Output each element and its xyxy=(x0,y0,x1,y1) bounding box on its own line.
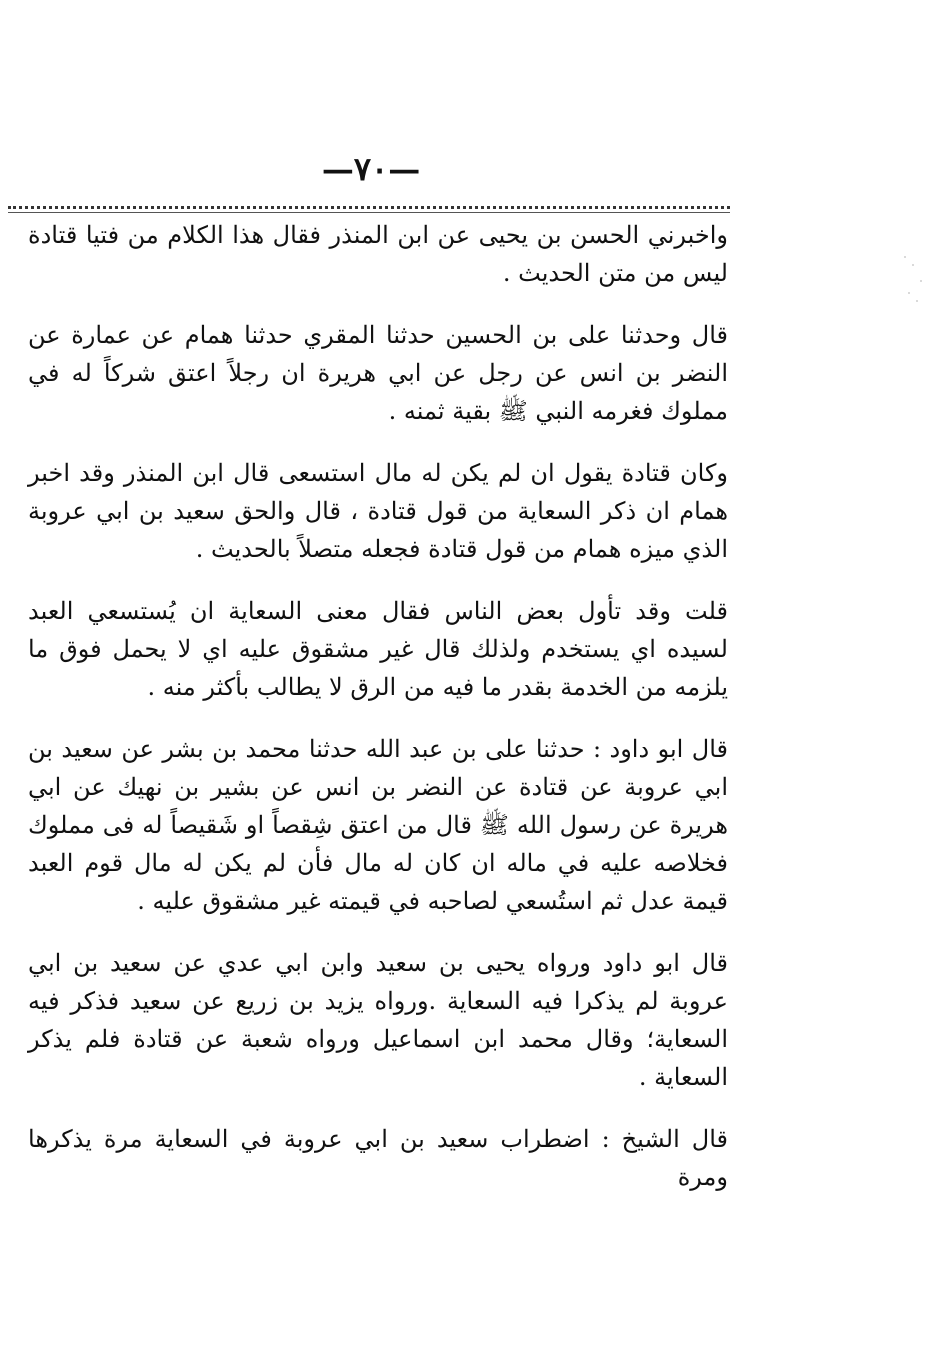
paragraph-2: قال وحدثنا على بن الحسين حدثنا المقري حدثنا همام عن عمارة عن النضر بن انس عن رجل عن ابي هريرة ان رجلاً اعتق شركاً له في مملوك فغرمه النبي ﷺ بقية ثمنه . xyxy=(28,321,728,425)
speck xyxy=(912,264,914,266)
speck xyxy=(920,280,922,282)
paragraph-1: واخبرني الحسن بن يحيى عن ابن المنذر فقال هذا الكلام من فتيا قتادة ليس من متن الحديث . xyxy=(28,221,728,287)
paragraph-4: قلت وقد تأول بعض الناس فقال معنى السعاية ان يُستسعي العبد لسيده اي يستخدم ولذلك قال غير مشقوق عليه اي لا يحمل فوق ما يلزمه من الخدمة بقدر ما فيه من الرق لا يطالب بأكثر منه . xyxy=(28,597,728,701)
paragraph-3: وكان قتادة يقول ان لم يكن له مال استسعى قال ابن المنذر وقد اخبر همام ان ذكر السعاية من قول قتادة ، قال والحق سعيد بن ابي عروبة الذي ميزه همام من قول قتادة فجعله متصلاً بالحديث . xyxy=(28,459,728,563)
paragraph-5: قال ابو داود : حدثنا على بن عبد الله حدثنا محمد بن بشر عن سعيد بن ابي عروبة عن قتادة عن النضر بن انس عن بشير بن نهيك عن ابي هريرة عن رسول الله ﷺ قال من اعتق شِقصاً او شَقيصاً له فى مملوك فخلاصه عليه في ماله ان كان له مال فأن لم يكن له مال قوم العبد قيمة عدل ثم استُسعي لصاحبه في قيمته غير مشقوق عليه . xyxy=(28,735,728,915)
speck xyxy=(904,256,906,258)
paragraph-6: قال ابو داود ورواه يحيى بن سعيد وابن ابي عدي عن سعيد بن ابي عروبة لم يذكرا فيه السعاية .ورواه يزيد بن زريع عن سعيد فذكر فيه السعاية؛ وقال محمد ابن اسماعيل ورواه شعبة عن قتادة فلم يذكر السعاية . xyxy=(28,949,728,1091)
speck xyxy=(908,292,910,294)
paragraph-7: قال الشيخ : اضطراب سعيد بن ابي عروبة في السعاية مرة يذكرها ومرة xyxy=(28,1125,728,1191)
header-rule-dotted xyxy=(8,206,730,209)
header-rule xyxy=(8,212,730,213)
scan-margin-noise xyxy=(900,250,930,310)
speck xyxy=(916,300,918,302)
page-number: —٧٠— xyxy=(321,150,421,188)
body-text xyxy=(28,216,728,1220)
